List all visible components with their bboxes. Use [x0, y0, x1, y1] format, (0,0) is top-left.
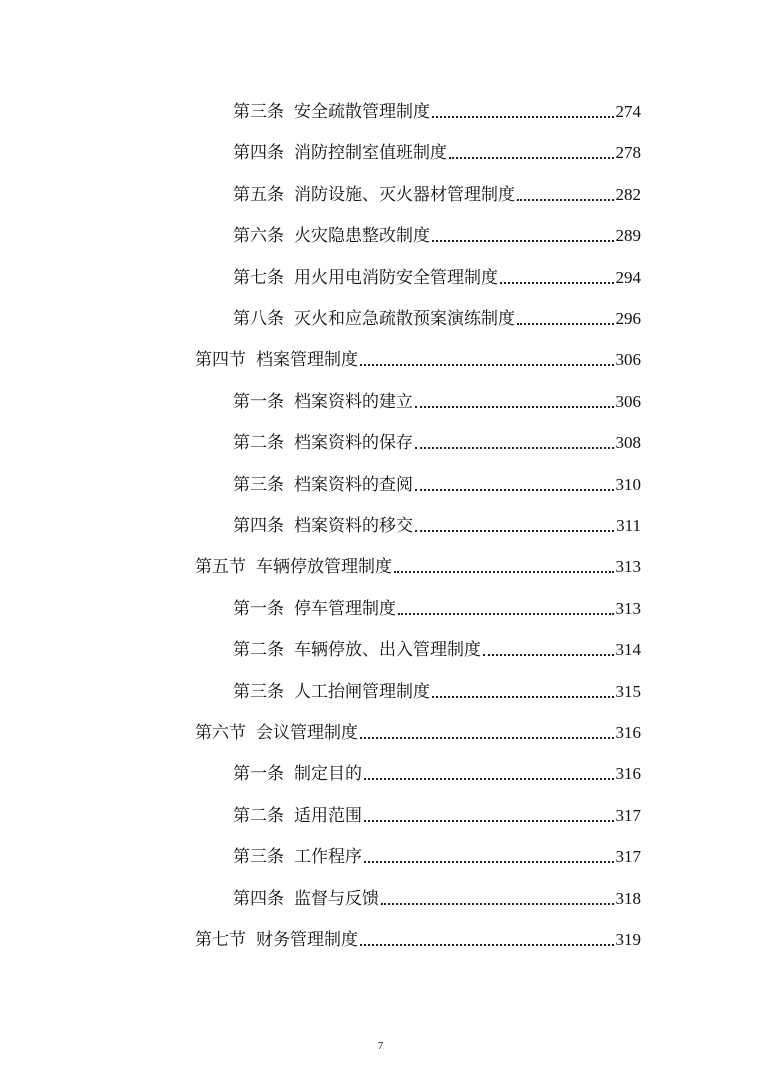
toc-entry-prefix: 第一条 [233, 599, 284, 619]
toc-article-entry[interactable] [233, 176, 641, 206]
toc-entry-page-number: 311 [616, 516, 641, 535]
toc-article-entry[interactable] [233, 755, 641, 785]
toc-entry-title: 档案资料的查阅 [294, 475, 413, 495]
toc-dot-leader [398, 613, 614, 615]
toc-article-entry[interactable] [233, 590, 641, 620]
toc-entry-page-number: 314 [615, 640, 641, 659]
toc-entry-title: 档案管理制度 [256, 350, 358, 370]
toc-dot-leader [364, 778, 614, 780]
toc-entry-page-number: 296 [615, 309, 641, 328]
toc-entry-page-number: 274 [615, 102, 641, 121]
toc-dot-leader [432, 240, 614, 242]
toc-entry-page-number: 316 [615, 764, 641, 783]
toc-entry-title: 消防控制室值班制度 [294, 143, 447, 163]
toc-entry-prefix: 第四条 [233, 143, 284, 163]
toc-entry-prefix: 第八条 [233, 309, 284, 329]
toc-entry-page-number: 289 [615, 226, 641, 245]
toc-dot-leader [449, 157, 614, 159]
toc-entry-prefix: 第六条 [233, 226, 284, 246]
toc-article-entry[interactable] [233, 673, 641, 703]
toc-entry-prefix: 第一条 [233, 392, 284, 412]
toc-entry-page-number: 310 [615, 475, 641, 494]
toc-dot-leader [360, 944, 614, 946]
toc-entry-page-number: 282 [615, 185, 641, 204]
toc-entry-prefix: 第二条 [233, 433, 284, 453]
toc-entry-page-number: 317 [615, 806, 641, 825]
toc-entry-page-number: 294 [615, 268, 641, 287]
toc-entry-title: 制定目的 [294, 764, 362, 784]
toc-dot-leader [432, 696, 614, 698]
toc-entry-title: 会议管理制度 [256, 723, 358, 743]
toc-dot-leader [517, 199, 614, 201]
toc-entry-page-number: 306 [615, 350, 641, 369]
toc-entry-prefix: 第一条 [233, 764, 284, 784]
toc-article-entry[interactable] [233, 507, 641, 537]
toc-entry-page-number: 319 [615, 930, 641, 949]
toc-entry-prefix: 第三条 [233, 847, 284, 867]
toc-entry-prefix: 第六节 [195, 723, 246, 743]
toc-entry-title: 人工抬闸管理制度 [294, 682, 430, 702]
toc-dot-leader [364, 861, 614, 863]
toc-article-entry[interactable] [233, 797, 641, 827]
toc-entry-title: 火灾隐患整改制度 [294, 226, 430, 246]
toc-entry-title: 档案资料的移交 [294, 516, 413, 536]
toc-entry-title: 消防设施、灭火器材管理制度 [294, 185, 515, 205]
toc-entry-title: 灭火和应急疏散预案演练制度 [294, 309, 515, 329]
toc-dot-leader [432, 116, 614, 118]
toc-dot-leader [381, 903, 614, 905]
toc-entry-title: 财务管理制度 [256, 930, 358, 950]
toc-dot-leader [415, 530, 614, 532]
toc-dot-leader [415, 447, 614, 449]
toc-article-entry[interactable] [233, 134, 641, 164]
toc-article-entry[interactable] [233, 880, 641, 910]
toc-article-entry[interactable] [233, 631, 641, 661]
toc-dot-leader [394, 571, 614, 573]
toc-article-entry[interactable] [233, 838, 641, 868]
toc-entry-prefix: 第二条 [233, 806, 284, 826]
toc-entry-prefix: 第五条 [233, 185, 284, 205]
toc-dot-leader [517, 323, 614, 325]
toc-article-entry[interactable] [233, 466, 641, 496]
toc-entry-title: 适用范围 [294, 806, 362, 826]
toc-entry-page-number: 306 [615, 392, 641, 411]
toc-entry-prefix: 第四条 [233, 516, 284, 536]
toc-article-entry[interactable] [233, 93, 641, 123]
toc-dot-leader [483, 654, 614, 656]
toc-article-entry[interactable] [233, 300, 641, 330]
toc-entry-prefix: 第三条 [233, 682, 284, 702]
toc-entry-prefix: 第三条 [233, 475, 284, 495]
toc-entry-title: 监督与反馈 [294, 889, 379, 909]
toc-entry-page-number: 318 [615, 889, 641, 908]
toc-entry-page-number: 317 [615, 847, 641, 866]
toc-entry-title: 车辆停放管理制度 [256, 557, 392, 577]
toc-entry-page-number: 308 [615, 433, 641, 452]
toc-article-entry[interactable] [233, 259, 641, 289]
toc-entry-title: 停车管理制度 [294, 599, 396, 619]
toc-entry-title: 用火用电消防安全管理制度 [294, 268, 498, 288]
toc-entry-title: 档案资料的保存 [294, 433, 413, 453]
toc-dot-leader [360, 737, 614, 739]
toc-dot-leader [364, 820, 614, 822]
toc-entry-prefix: 第四条 [233, 889, 284, 909]
toc-dot-leader [500, 282, 614, 284]
toc-entry-title: 工作程序 [294, 847, 362, 867]
toc-section-entry[interactable] [195, 548, 641, 578]
toc-entry-prefix: 第七节 [195, 930, 246, 950]
toc-section-entry[interactable] [195, 341, 641, 371]
toc-article-entry[interactable] [233, 217, 641, 247]
toc-article-entry[interactable] [233, 424, 641, 454]
toc-entry-prefix: 第七条 [233, 268, 284, 288]
toc-section-entry[interactable] [195, 921, 641, 951]
toc-dot-leader [415, 406, 614, 408]
toc-article-entry[interactable] [233, 383, 641, 413]
page-number: 7 [377, 1040, 384, 1052]
toc-entry-page-number: 315 [615, 682, 641, 701]
toc-section-entry[interactable] [195, 714, 641, 744]
toc-entry-prefix: 第三条 [233, 102, 284, 122]
toc-entry-page-number: 316 [615, 723, 641, 742]
toc-entry-title: 安全疏散管理制度 [294, 102, 430, 122]
toc-entry-prefix: 第二条 [233, 640, 284, 660]
toc-entry-title: 车辆停放、出入管理制度 [294, 640, 481, 660]
toc-entry-page-number: 313 [615, 599, 641, 618]
toc-entry-prefix: 第五节 [195, 557, 246, 577]
toc-entry-page-number: 313 [615, 557, 641, 576]
toc-dot-leader [415, 489, 614, 491]
toc-entry-title: 档案资料的建立 [294, 392, 413, 412]
toc-entry-page-number: 278 [615, 143, 641, 162]
toc-dot-leader [360, 364, 614, 366]
toc-entry-prefix: 第四节 [195, 350, 246, 370]
